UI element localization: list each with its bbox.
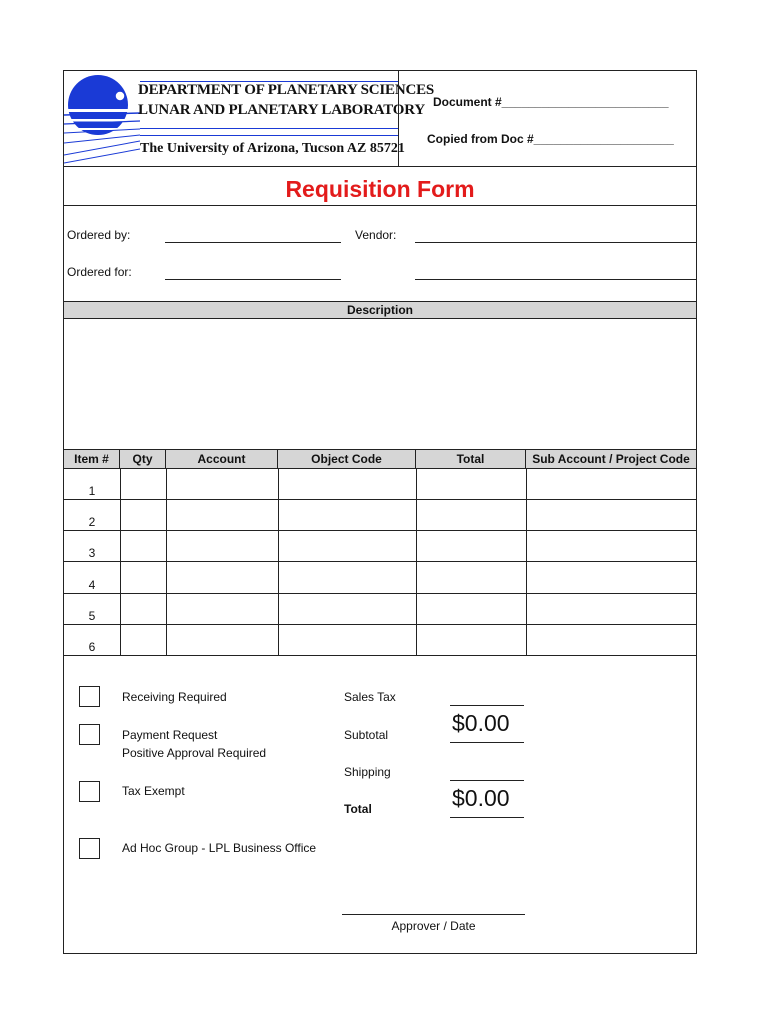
vendor-input[interactable] <box>415 242 696 243</box>
ordered-for-input[interactable] <box>165 279 341 280</box>
title-separator <box>64 205 696 206</box>
tax-exempt-label: Tax Exempt <box>122 784 185 798</box>
column-divider <box>526 469 527 655</box>
column-divider <box>278 469 279 655</box>
ordered-by-label: Ordered by: <box>67 228 131 242</box>
total-value: $0.00 <box>452 785 510 811</box>
laboratory-name: LUNAR AND PLANETARY LABORATORY <box>138 102 425 118</box>
vendor-label: Vendor: <box>355 228 397 242</box>
sales-tax-label: Sales Tax <box>344 690 396 704</box>
description-header: Description <box>64 301 696 319</box>
lpl-logo-icon <box>64 71 140 165</box>
payment-request-checkbox[interactable] <box>79 724 100 745</box>
column-divider <box>416 469 417 655</box>
table-bottom-border <box>64 655 696 656</box>
page-title: Requisition Form <box>285 176 475 202</box>
approver-signature-line[interactable] <box>342 914 525 915</box>
column-header-sub-account: Sub Account / Project Code <box>526 450 696 468</box>
tax-exempt-checkbox[interactable] <box>79 781 100 802</box>
row-divider <box>64 561 696 562</box>
ordered-for-label: Ordered for: <box>67 265 132 279</box>
logo-rule <box>140 135 398 136</box>
payment-request-label: Payment Request <box>122 728 218 742</box>
row-divider <box>64 593 696 594</box>
positive-approval-label: Positive Approval Required <box>122 746 267 760</box>
shipping-input[interactable] <box>450 780 524 781</box>
ordered-by-input[interactable] <box>165 242 341 243</box>
description-area[interactable] <box>64 318 696 449</box>
subtotal-label: Subtotal <box>344 728 389 742</box>
subtotal-value: $0.00 <box>452 710 510 736</box>
sales-tax-input[interactable] <box>450 705 524 706</box>
row-divider <box>64 530 696 531</box>
shipping-label: Shipping <box>344 765 391 779</box>
copied-from-field[interactable]: Copied from Doc #_____________________ <box>427 132 674 146</box>
header-separator <box>63 166 697 167</box>
column-header-total: Total <box>416 450 526 468</box>
university-address: The University of Arizona, Tucson AZ 85721 <box>140 141 405 156</box>
department-name: DEPARTMENT OF PLANETARY SCIENCES <box>138 82 435 98</box>
table-header-border <box>64 468 696 469</box>
table-row-number: 2 <box>88 515 96 529</box>
column-header-qty: Qty <box>120 450 166 468</box>
total-label: Total <box>344 802 372 816</box>
total-underline <box>450 817 524 818</box>
table-row-number: 1 <box>88 484 96 498</box>
logo-rule <box>140 128 398 129</box>
column-divider <box>166 469 167 655</box>
receiving-required-label: Receiving Required <box>122 690 227 704</box>
column-header-item: Item # <box>64 450 120 468</box>
receiving-required-checkbox[interactable] <box>79 686 100 707</box>
vendor-address-input[interactable] <box>415 279 696 280</box>
approver-date-label: Approver / Date <box>391 919 476 933</box>
document-number-field[interactable]: Document #_________________________ <box>433 95 669 109</box>
table-row-number: 6 <box>88 640 96 654</box>
header-divider <box>398 71 399 166</box>
table-row-number: 4 <box>88 578 96 592</box>
row-divider <box>64 624 696 625</box>
adhoc-group-checkbox[interactable] <box>79 838 100 859</box>
row-divider <box>64 499 696 500</box>
column-divider <box>120 469 121 655</box>
table-row-number: 5 <box>88 609 96 623</box>
subtotal-underline <box>450 742 524 743</box>
table-row-number: 3 <box>88 546 96 560</box>
adhoc-group-label: Ad Hoc Group - LPL Business Office <box>122 841 317 855</box>
column-header-account: Account <box>166 450 278 468</box>
column-header-object-code: Object Code <box>278 450 416 468</box>
